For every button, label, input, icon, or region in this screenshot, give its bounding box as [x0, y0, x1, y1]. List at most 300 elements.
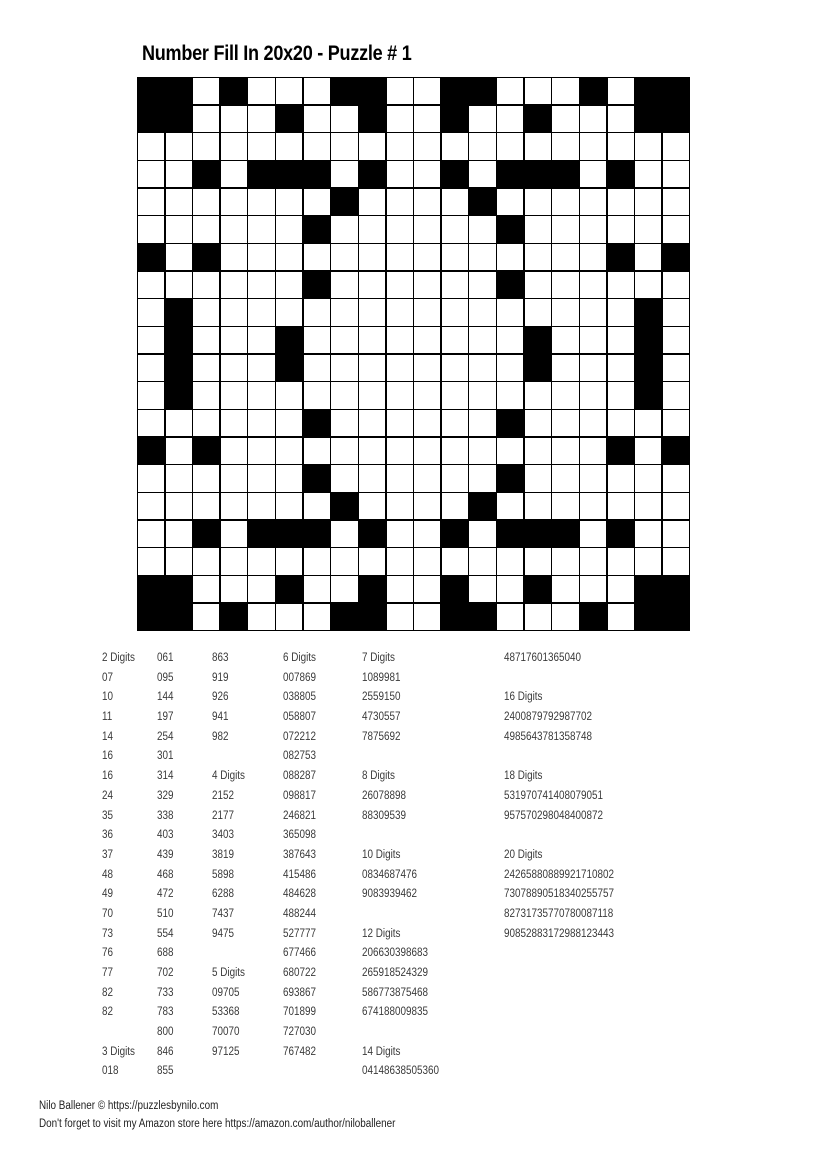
grid-cell-empty[interactable] [331, 548, 357, 574]
grid-cell-empty[interactable] [387, 521, 413, 547]
grid-cell-empty[interactable] [138, 189, 164, 215]
grid-cell-empty[interactable] [635, 189, 661, 215]
grid-cell-empty[interactable] [663, 272, 689, 298]
grid-cell-empty[interactable] [497, 604, 523, 630]
grid-cell-empty[interactable] [276, 272, 302, 298]
grid-cell-empty[interactable] [359, 272, 385, 298]
grid-cell-empty[interactable] [387, 161, 413, 187]
grid-cell-empty[interactable] [414, 133, 440, 159]
grid-cell-empty[interactable] [442, 133, 468, 159]
grid-cell-empty[interactable] [497, 299, 523, 325]
grid-cell-empty[interactable] [193, 189, 219, 215]
grid-cell-empty[interactable] [552, 78, 578, 104]
grid-cell-empty[interactable] [414, 548, 440, 574]
grid-cell-empty[interactable] [552, 382, 578, 408]
grid-cell-empty[interactable] [525, 465, 551, 491]
grid-cell-empty[interactable] [469, 465, 495, 491]
grid-cell-empty[interactable] [469, 548, 495, 574]
grid-cell-empty[interactable] [221, 355, 247, 381]
grid-cell-empty[interactable] [608, 604, 634, 630]
grid-cell-empty[interactable] [608, 465, 634, 491]
grid-cell-empty[interactable] [552, 133, 578, 159]
grid-cell-empty[interactable] [331, 161, 357, 187]
grid-cell-empty[interactable] [276, 133, 302, 159]
grid-cell-empty[interactable] [359, 244, 385, 270]
grid-cell-empty[interactable] [331, 438, 357, 464]
grid-cell-empty[interactable] [221, 189, 247, 215]
grid-cell-empty[interactable] [580, 355, 606, 381]
grid-cell-empty[interactable] [138, 410, 164, 436]
grid-cell-empty[interactable] [608, 299, 634, 325]
grid-cell-empty[interactable] [248, 604, 274, 630]
grid-cell-empty[interactable] [497, 244, 523, 270]
grid-cell-empty[interactable] [663, 216, 689, 242]
grid-cell-empty[interactable] [497, 189, 523, 215]
grid-cell-empty[interactable] [414, 327, 440, 353]
grid-cell-empty[interactable] [359, 548, 385, 574]
grid-cell-empty[interactable] [608, 493, 634, 519]
grid-cell-empty[interactable] [442, 299, 468, 325]
grid-cell-empty[interactable] [442, 465, 468, 491]
grid-cell-empty[interactable] [552, 355, 578, 381]
grid-cell-empty[interactable] [497, 382, 523, 408]
grid-cell-empty[interactable] [359, 410, 385, 436]
grid-cell-empty[interactable] [469, 106, 495, 132]
grid-cell-empty[interactable] [304, 78, 330, 104]
grid-cell-empty[interactable] [525, 299, 551, 325]
grid-cell-empty[interactable] [193, 604, 219, 630]
grid-cell-empty[interactable] [221, 106, 247, 132]
grid-cell-empty[interactable] [608, 133, 634, 159]
grid-cell-empty[interactable] [663, 521, 689, 547]
grid-cell-empty[interactable] [552, 272, 578, 298]
grid-cell-empty[interactable] [138, 272, 164, 298]
grid-cell-empty[interactable] [608, 272, 634, 298]
grid-cell-empty[interactable] [138, 355, 164, 381]
grid-cell-empty[interactable] [497, 78, 523, 104]
grid-cell-empty[interactable] [414, 438, 440, 464]
grid-cell-empty[interactable] [663, 465, 689, 491]
grid-cell-empty[interactable] [552, 465, 578, 491]
grid-cell-empty[interactable] [387, 382, 413, 408]
grid-cell-empty[interactable] [525, 438, 551, 464]
grid-cell-empty[interactable] [331, 327, 357, 353]
grid-cell-empty[interactable] [635, 438, 661, 464]
grid-cell-empty[interactable] [248, 465, 274, 491]
grid-cell-empty[interactable] [276, 382, 302, 408]
grid-cell-empty[interactable] [276, 604, 302, 630]
grid-cell-empty[interactable] [497, 576, 523, 602]
grid-cell-empty[interactable] [248, 576, 274, 602]
grid-cell-empty[interactable] [331, 521, 357, 547]
grid-cell-empty[interactable] [442, 216, 468, 242]
grid-cell-empty[interactable] [276, 410, 302, 436]
grid-cell-empty[interactable] [580, 272, 606, 298]
grid-cell-empty[interactable] [166, 244, 192, 270]
grid-cell-empty[interactable] [387, 438, 413, 464]
grid-cell-empty[interactable] [525, 410, 551, 436]
grid-cell-empty[interactable] [331, 133, 357, 159]
grid-cell-empty[interactable] [608, 216, 634, 242]
grid-cell-empty[interactable] [331, 465, 357, 491]
grid-cell-empty[interactable] [221, 216, 247, 242]
grid-cell-empty[interactable] [138, 161, 164, 187]
grid-cell-empty[interactable] [414, 382, 440, 408]
grid-cell-empty[interactable] [221, 521, 247, 547]
grid-cell-empty[interactable] [221, 161, 247, 187]
grid-cell-empty[interactable] [414, 493, 440, 519]
grid-cell-empty[interactable] [469, 355, 495, 381]
grid-cell-empty[interactable] [608, 410, 634, 436]
grid-cell-empty[interactable] [331, 355, 357, 381]
grid-cell-empty[interactable] [580, 548, 606, 574]
grid-cell-empty[interactable] [442, 355, 468, 381]
grid-cell-empty[interactable] [608, 355, 634, 381]
grid-cell-empty[interactable] [663, 548, 689, 574]
grid-cell-empty[interactable] [552, 576, 578, 602]
grid-cell-empty[interactable] [166, 189, 192, 215]
grid-cell-empty[interactable] [414, 576, 440, 602]
grid-cell-empty[interactable] [166, 438, 192, 464]
grid-cell-empty[interactable] [608, 382, 634, 408]
grid-cell-empty[interactable] [387, 465, 413, 491]
grid-cell-empty[interactable] [193, 410, 219, 436]
grid-cell-empty[interactable] [442, 438, 468, 464]
grid-cell-empty[interactable] [221, 133, 247, 159]
grid-cell-empty[interactable] [221, 327, 247, 353]
grid-cell-empty[interactable] [608, 78, 634, 104]
grid-cell-empty[interactable] [663, 410, 689, 436]
grid-cell-empty[interactable] [248, 189, 274, 215]
grid-cell-empty[interactable] [193, 216, 219, 242]
grid-cell-empty[interactable] [276, 438, 302, 464]
grid-cell-empty[interactable] [387, 189, 413, 215]
grid-cell-empty[interactable] [193, 576, 219, 602]
grid-cell-empty[interactable] [193, 355, 219, 381]
grid-cell-empty[interactable] [442, 189, 468, 215]
grid-cell-empty[interactable] [442, 244, 468, 270]
grid-cell-empty[interactable] [635, 272, 661, 298]
grid-cell-empty[interactable] [442, 410, 468, 436]
grid-cell-empty[interactable] [525, 189, 551, 215]
grid-cell-empty[interactable] [221, 299, 247, 325]
grid-cell-empty[interactable] [525, 604, 551, 630]
grid-cell-empty[interactable] [580, 410, 606, 436]
grid-cell-empty[interactable] [331, 576, 357, 602]
grid-cell-empty[interactable] [248, 493, 274, 519]
grid-cell-empty[interactable] [359, 327, 385, 353]
grid-cell-empty[interactable] [387, 244, 413, 270]
grid-cell-empty[interactable] [580, 576, 606, 602]
grid-cell-empty[interactable] [193, 78, 219, 104]
grid-cell-empty[interactable] [138, 216, 164, 242]
grid-cell-empty[interactable] [442, 382, 468, 408]
grid-cell-empty[interactable] [608, 327, 634, 353]
grid-cell-empty[interactable] [359, 493, 385, 519]
grid-cell-empty[interactable] [138, 493, 164, 519]
grid-cell-empty[interactable] [552, 410, 578, 436]
grid-cell-empty[interactable] [442, 493, 468, 519]
grid-cell-empty[interactable] [552, 604, 578, 630]
grid-cell-empty[interactable] [525, 133, 551, 159]
grid-cell-empty[interactable] [304, 438, 330, 464]
grid-cell-empty[interactable] [276, 299, 302, 325]
grid-cell-empty[interactable] [387, 410, 413, 436]
grid-cell-empty[interactable] [166, 161, 192, 187]
grid-cell-empty[interactable] [635, 410, 661, 436]
grid-cell-empty[interactable] [331, 216, 357, 242]
grid-cell-empty[interactable] [552, 216, 578, 242]
grid-cell-empty[interactable] [469, 521, 495, 547]
grid-cell-empty[interactable] [387, 548, 413, 574]
grid-cell-empty[interactable] [276, 78, 302, 104]
grid-cell-empty[interactable] [414, 465, 440, 491]
grid-cell-empty[interactable] [663, 189, 689, 215]
grid-cell-empty[interactable] [193, 272, 219, 298]
grid-cell-empty[interactable] [359, 189, 385, 215]
grid-cell-empty[interactable] [663, 355, 689, 381]
grid-cell-empty[interactable] [387, 299, 413, 325]
grid-cell-empty[interactable] [497, 106, 523, 132]
grid-cell-empty[interactable] [552, 244, 578, 270]
grid-cell-empty[interactable] [221, 465, 247, 491]
grid-cell-empty[interactable] [221, 410, 247, 436]
grid-cell-empty[interactable] [304, 604, 330, 630]
grid-cell-empty[interactable] [248, 548, 274, 574]
grid-cell-empty[interactable] [552, 106, 578, 132]
grid-cell-empty[interactable] [663, 327, 689, 353]
grid-cell-empty[interactable] [635, 521, 661, 547]
grid-cell-empty[interactable] [248, 438, 274, 464]
grid-cell-empty[interactable] [580, 244, 606, 270]
grid-cell-empty[interactable] [552, 189, 578, 215]
grid-cell-empty[interactable] [635, 244, 661, 270]
grid-cell-empty[interactable] [635, 548, 661, 574]
grid-cell-empty[interactable] [248, 244, 274, 270]
grid-cell-empty[interactable] [166, 548, 192, 574]
grid-cell-empty[interactable] [608, 106, 634, 132]
grid-cell-empty[interactable] [248, 382, 274, 408]
grid-cell-empty[interactable] [442, 548, 468, 574]
grid-cell-empty[interactable] [193, 299, 219, 325]
grid-cell-empty[interactable] [552, 548, 578, 574]
grid-cell-empty[interactable] [414, 299, 440, 325]
grid-cell-empty[interactable] [276, 216, 302, 242]
grid-cell-empty[interactable] [221, 438, 247, 464]
grid-cell-empty[interactable] [580, 493, 606, 519]
grid-cell-empty[interactable] [580, 216, 606, 242]
grid-cell-empty[interactable] [608, 548, 634, 574]
grid-cell-empty[interactable] [469, 438, 495, 464]
grid-cell-empty[interactable] [248, 355, 274, 381]
grid-cell-empty[interactable] [580, 382, 606, 408]
grid-cell-empty[interactable] [304, 355, 330, 381]
grid-cell-empty[interactable] [580, 327, 606, 353]
grid-cell-empty[interactable] [304, 189, 330, 215]
grid-cell-empty[interactable] [331, 299, 357, 325]
grid-cell-empty[interactable] [138, 521, 164, 547]
grid-cell-empty[interactable] [525, 548, 551, 574]
grid-cell-empty[interactable] [469, 299, 495, 325]
grid-cell-empty[interactable] [525, 493, 551, 519]
grid-cell-empty[interactable] [138, 548, 164, 574]
grid-cell-empty[interactable] [359, 382, 385, 408]
grid-cell-empty[interactable] [414, 189, 440, 215]
grid-cell-empty[interactable] [580, 161, 606, 187]
grid-cell-empty[interactable] [166, 465, 192, 491]
grid-cell-empty[interactable] [166, 272, 192, 298]
grid-cell-empty[interactable] [497, 133, 523, 159]
grid-cell-empty[interactable] [663, 382, 689, 408]
grid-cell-empty[interactable] [138, 299, 164, 325]
grid-cell-empty[interactable] [414, 521, 440, 547]
grid-cell-empty[interactable] [359, 465, 385, 491]
grid-cell-empty[interactable] [635, 465, 661, 491]
grid-cell-empty[interactable] [635, 161, 661, 187]
puzzle-grid[interactable] [137, 77, 690, 631]
grid-cell-empty[interactable] [193, 106, 219, 132]
grid-cell-empty[interactable] [414, 106, 440, 132]
grid-cell-empty[interactable] [552, 327, 578, 353]
grid-cell-empty[interactable] [166, 410, 192, 436]
grid-cell-empty[interactable] [304, 327, 330, 353]
grid-cell-empty[interactable] [248, 272, 274, 298]
grid-cell-empty[interactable] [469, 244, 495, 270]
grid-cell-empty[interactable] [414, 216, 440, 242]
grid-cell-empty[interactable] [525, 272, 551, 298]
grid-cell-empty[interactable] [580, 189, 606, 215]
grid-cell-empty[interactable] [387, 216, 413, 242]
grid-cell-empty[interactable] [580, 438, 606, 464]
grid-cell-empty[interactable] [469, 410, 495, 436]
grid-cell-empty[interactable] [138, 327, 164, 353]
grid-cell-empty[interactable] [414, 604, 440, 630]
grid-cell-empty[interactable] [580, 521, 606, 547]
grid-cell-empty[interactable] [469, 327, 495, 353]
grid-cell-empty[interactable] [469, 272, 495, 298]
grid-cell-empty[interactable] [387, 78, 413, 104]
grid-cell-empty[interactable] [304, 382, 330, 408]
grid-cell-empty[interactable] [525, 216, 551, 242]
grid-cell-empty[interactable] [414, 161, 440, 187]
grid-cell-empty[interactable] [387, 327, 413, 353]
grid-cell-empty[interactable] [193, 493, 219, 519]
grid-cell-empty[interactable] [166, 133, 192, 159]
grid-cell-empty[interactable] [331, 410, 357, 436]
grid-cell-empty[interactable] [663, 493, 689, 519]
grid-cell-empty[interactable] [387, 355, 413, 381]
grid-cell-empty[interactable] [304, 299, 330, 325]
grid-cell-empty[interactable] [221, 493, 247, 519]
grid-cell-empty[interactable] [331, 106, 357, 132]
grid-cell-empty[interactable] [414, 272, 440, 298]
grid-cell-empty[interactable] [469, 382, 495, 408]
grid-cell-empty[interactable] [304, 244, 330, 270]
grid-cell-empty[interactable] [221, 576, 247, 602]
grid-cell-empty[interactable] [469, 216, 495, 242]
grid-cell-empty[interactable] [469, 133, 495, 159]
grid-cell-empty[interactable] [580, 133, 606, 159]
grid-cell-empty[interactable] [414, 78, 440, 104]
grid-cell-empty[interactable] [304, 133, 330, 159]
grid-cell-empty[interactable] [387, 576, 413, 602]
grid-cell-empty[interactable] [580, 465, 606, 491]
grid-cell-empty[interactable] [387, 133, 413, 159]
grid-cell-empty[interactable] [331, 244, 357, 270]
grid-cell-empty[interactable] [166, 216, 192, 242]
grid-cell-empty[interactable] [635, 133, 661, 159]
grid-cell-empty[interactable] [221, 548, 247, 574]
grid-cell-empty[interactable] [166, 493, 192, 519]
grid-cell-empty[interactable] [414, 355, 440, 381]
grid-cell-empty[interactable] [497, 327, 523, 353]
grid-cell-empty[interactable] [193, 548, 219, 574]
grid-cell-empty[interactable] [442, 272, 468, 298]
grid-cell-empty[interactable] [276, 244, 302, 270]
grid-cell-empty[interactable] [497, 438, 523, 464]
grid-cell-empty[interactable] [497, 355, 523, 381]
grid-cell-empty[interactable] [248, 133, 274, 159]
grid-cell-empty[interactable] [276, 548, 302, 574]
grid-cell-empty[interactable] [276, 189, 302, 215]
grid-cell-empty[interactable] [359, 133, 385, 159]
grid-cell-empty[interactable] [193, 133, 219, 159]
grid-cell-empty[interactable] [304, 548, 330, 574]
grid-cell-empty[interactable] [248, 216, 274, 242]
grid-cell-empty[interactable] [193, 382, 219, 408]
grid-cell-empty[interactable] [359, 299, 385, 325]
grid-cell-empty[interactable] [497, 548, 523, 574]
grid-cell-empty[interactable] [552, 299, 578, 325]
grid-cell-empty[interactable] [414, 410, 440, 436]
grid-cell-empty[interactable] [525, 78, 551, 104]
grid-cell-empty[interactable] [469, 576, 495, 602]
grid-cell-empty[interactable] [580, 106, 606, 132]
grid-cell-empty[interactable] [304, 106, 330, 132]
grid-cell-empty[interactable] [497, 493, 523, 519]
grid-cell-empty[interactable] [248, 106, 274, 132]
grid-cell-empty[interactable] [193, 465, 219, 491]
grid-cell-empty[interactable] [635, 493, 661, 519]
grid-cell-empty[interactable] [276, 465, 302, 491]
grid-cell-empty[interactable] [663, 299, 689, 325]
grid-cell-empty[interactable] [387, 106, 413, 132]
grid-cell-empty[interactable] [387, 272, 413, 298]
grid-cell-empty[interactable] [221, 382, 247, 408]
grid-cell-empty[interactable] [414, 244, 440, 270]
grid-cell-empty[interactable] [663, 161, 689, 187]
grid-cell-empty[interactable] [552, 493, 578, 519]
grid-cell-empty[interactable] [248, 410, 274, 436]
grid-cell-empty[interactable] [331, 382, 357, 408]
grid-cell-empty[interactable] [331, 272, 357, 298]
grid-cell-empty[interactable] [359, 438, 385, 464]
grid-cell-empty[interactable] [248, 327, 274, 353]
grid-cell-empty[interactable] [608, 576, 634, 602]
grid-cell-empty[interactable] [304, 493, 330, 519]
grid-cell-empty[interactable] [221, 272, 247, 298]
grid-cell-empty[interactable] [608, 189, 634, 215]
grid-cell-empty[interactable] [138, 382, 164, 408]
grid-cell-empty[interactable] [138, 133, 164, 159]
grid-cell-empty[interactable] [304, 576, 330, 602]
grid-cell-empty[interactable] [248, 299, 274, 325]
grid-cell-empty[interactable] [193, 327, 219, 353]
grid-cell-empty[interactable] [359, 355, 385, 381]
grid-cell-empty[interactable] [442, 327, 468, 353]
grid-cell-empty[interactable] [387, 493, 413, 519]
grid-cell-empty[interactable] [525, 382, 551, 408]
